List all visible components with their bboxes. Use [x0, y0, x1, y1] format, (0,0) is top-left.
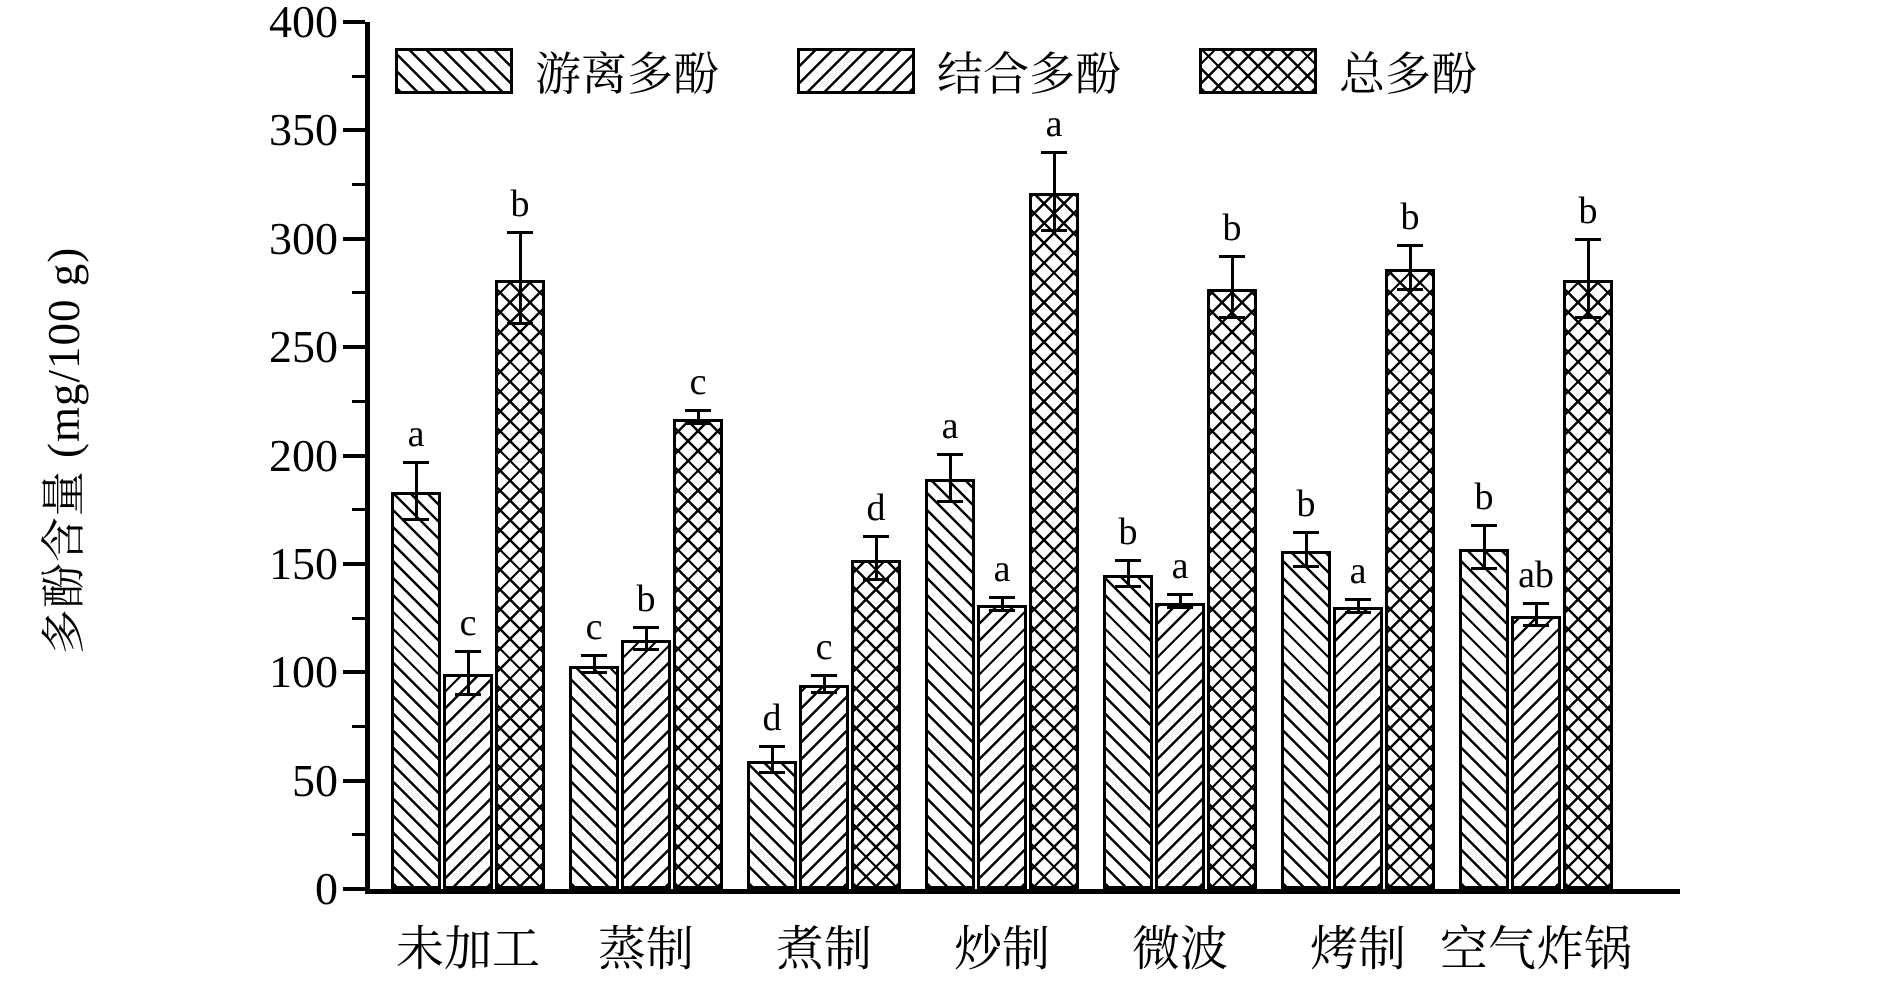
significance-label: c — [585, 606, 603, 649]
bar — [977, 605, 1027, 889]
x-tick-label: 空气炸锅 — [1439, 923, 1632, 976]
error-bar-cap — [685, 409, 711, 412]
error-bar-cap — [759, 771, 785, 774]
significance-label: d — [762, 697, 782, 740]
y-axis-minor-tick — [352, 75, 365, 78]
significance-label: b — [510, 183, 530, 226]
error-bar-cap — [1041, 229, 1067, 232]
bar — [799, 685, 849, 889]
y-axis-minor-tick — [352, 617, 365, 620]
bar — [1333, 607, 1383, 889]
legend-item — [395, 38, 719, 104]
error-bar-cap — [1293, 531, 1319, 534]
bar — [391, 492, 441, 889]
bar-group — [1103, 22, 1257, 889]
legend-label: 游离多酚 — [535, 49, 719, 100]
error-bar-cap — [937, 453, 963, 456]
error-bar-cap — [1219, 316, 1245, 319]
error-bar — [1483, 527, 1486, 570]
significance-label: c — [459, 601, 477, 644]
y-axis-tick — [343, 454, 365, 458]
bar-group — [1459, 22, 1613, 889]
bar-group — [1281, 22, 1435, 889]
y-tick-label: 50 — [292, 754, 338, 806]
plot-area — [365, 22, 1680, 894]
error-bar-cap — [1293, 565, 1319, 568]
bar-group — [569, 22, 723, 889]
error-bar-cap — [1397, 288, 1423, 291]
error-bar-cap — [1167, 593, 1193, 596]
x-tick-label: 微波 — [1131, 923, 1228, 976]
bar — [851, 560, 901, 889]
y-axis-tick — [343, 562, 365, 566]
error-bar-cap — [1523, 602, 1549, 605]
error-bar-cap — [937, 500, 963, 503]
y-axis-line — [365, 22, 370, 894]
error-bar-cap — [633, 626, 659, 629]
legend-swatch — [395, 48, 513, 94]
y-tick-label: 100 — [269, 646, 338, 698]
error-bar-cap — [581, 654, 607, 657]
y-tick-label: 0 — [315, 863, 338, 914]
significance-label: c — [689, 361, 707, 404]
legend — [395, 36, 1645, 106]
bar — [569, 666, 619, 889]
y-axis-minor-tick — [352, 291, 365, 294]
error-bar-cap — [989, 609, 1015, 612]
error-bar-cap — [507, 322, 533, 325]
bar — [925, 479, 975, 889]
significance-label: ab — [1518, 554, 1554, 597]
error-bar — [1587, 241, 1590, 319]
bar — [1563, 280, 1613, 889]
y-tick-label: 300 — [269, 212, 338, 264]
x-tick-label: 烤制 — [1309, 923, 1406, 976]
y-tick-label: 150 — [269, 537, 338, 589]
significance-label: b — [1118, 510, 1138, 553]
y-axis-title — [0, 0, 120, 900]
error-bar-cap — [403, 518, 429, 521]
y-axis-tick — [343, 345, 365, 349]
legend-label: 结合多酚 — [937, 49, 1121, 100]
error-bar-cap — [633, 648, 659, 651]
significance-label: a — [941, 404, 959, 447]
error-bar-cap — [1219, 255, 1245, 258]
y-tick-label: 200 — [269, 429, 338, 481]
error-bar — [875, 538, 878, 581]
bar — [673, 419, 723, 889]
error-bar — [1409, 247, 1412, 290]
significance-label: a — [1045, 103, 1063, 146]
error-bar-cap — [581, 671, 607, 674]
error-bar-cap — [455, 650, 481, 653]
error-bar-cap — [403, 461, 429, 464]
legend-swatch — [1199, 48, 1317, 94]
y-axis-minor-tick — [352, 508, 365, 511]
y-axis-minor-tick — [352, 725, 365, 728]
error-bar-cap — [1575, 316, 1601, 319]
x-tick-label: 炒制 — [953, 923, 1050, 976]
error-bar-cap — [1041, 151, 1067, 154]
error-bar-cap — [1575, 238, 1601, 241]
legend-item — [1199, 38, 1477, 104]
bar — [1511, 616, 1561, 889]
y-axis-tick — [343, 128, 365, 132]
error-bar-cap — [863, 578, 889, 581]
error-bar — [949, 456, 952, 504]
legend-item — [797, 38, 1121, 104]
bar — [1385, 269, 1435, 889]
y-axis-tick — [343, 237, 365, 241]
bar — [1207, 289, 1257, 889]
significance-label: a — [1171, 545, 1189, 588]
error-bar-cap — [1523, 624, 1549, 627]
error-bar — [1305, 534, 1308, 569]
bar — [1459, 549, 1509, 889]
error-bar-cap — [811, 674, 837, 677]
error-bar-cap — [863, 535, 889, 538]
error-bar-cap — [759, 745, 785, 748]
y-axis-tick — [343, 887, 365, 891]
significance-label: b — [1578, 189, 1598, 232]
x-tick-label: 未加工 — [395, 923, 540, 976]
error-bar-cap — [1167, 606, 1193, 609]
bar — [1281, 551, 1331, 889]
error-bar — [415, 464, 418, 520]
y-tick-label: 400 — [269, 0, 338, 47]
legend-swatch — [797, 48, 915, 94]
bar — [1029, 193, 1079, 889]
y-axis-title-text: 多酚含量 (mg/100 g) — [39, 246, 90, 654]
significance-label: a — [993, 547, 1011, 590]
error-bar — [1053, 154, 1056, 232]
error-bar-cap — [1397, 244, 1423, 247]
bar — [443, 674, 493, 889]
y-axis-tick — [343, 779, 365, 783]
bar — [495, 280, 545, 889]
y-axis-minor-tick — [352, 833, 365, 836]
y-axis-minor-tick — [352, 183, 365, 186]
x-tick-label: 煮制 — [775, 923, 872, 976]
bar — [747, 761, 797, 889]
error-bar-cap — [455, 693, 481, 696]
bar — [1155, 603, 1205, 889]
legend-label: 总多酚 — [1339, 49, 1477, 100]
significance-label: b — [1222, 207, 1242, 250]
error-bar — [467, 653, 470, 696]
significance-label: b — [1474, 476, 1494, 519]
bar-group — [925, 22, 1079, 889]
error-bar-cap — [1115, 559, 1141, 562]
significance-label: a — [1349, 549, 1367, 592]
error-bar-cap — [989, 596, 1015, 599]
y-axis-minor-tick — [352, 400, 365, 403]
error-bar-cap — [1345, 598, 1371, 601]
bar — [621, 640, 671, 889]
y-axis-tick — [343, 20, 365, 24]
error-bar — [519, 234, 522, 325]
significance-label: c — [815, 625, 833, 668]
error-bar-cap — [1471, 524, 1497, 527]
error-bar — [1231, 258, 1234, 319]
error-bar-cap — [1471, 567, 1497, 570]
significance-label: b — [1400, 196, 1420, 239]
error-bar-cap — [685, 422, 711, 425]
error-bar-cap — [811, 691, 837, 694]
significance-label: d — [866, 486, 886, 529]
bar-group — [747, 22, 901, 889]
significance-label: a — [407, 413, 425, 456]
significance-label: b — [636, 577, 656, 620]
error-bar-cap — [1345, 611, 1371, 614]
y-tick-label: 350 — [269, 104, 338, 156]
y-tick-label: 250 — [269, 321, 338, 373]
y-axis-tick — [343, 670, 365, 674]
bar — [1103, 575, 1153, 889]
error-bar-cap — [1115, 585, 1141, 588]
bar-group — [391, 22, 545, 889]
error-bar-cap — [507, 231, 533, 234]
x-tick-label: 蒸制 — [597, 923, 694, 976]
significance-label: b — [1296, 482, 1316, 525]
x-axis-line — [365, 889, 1680, 894]
